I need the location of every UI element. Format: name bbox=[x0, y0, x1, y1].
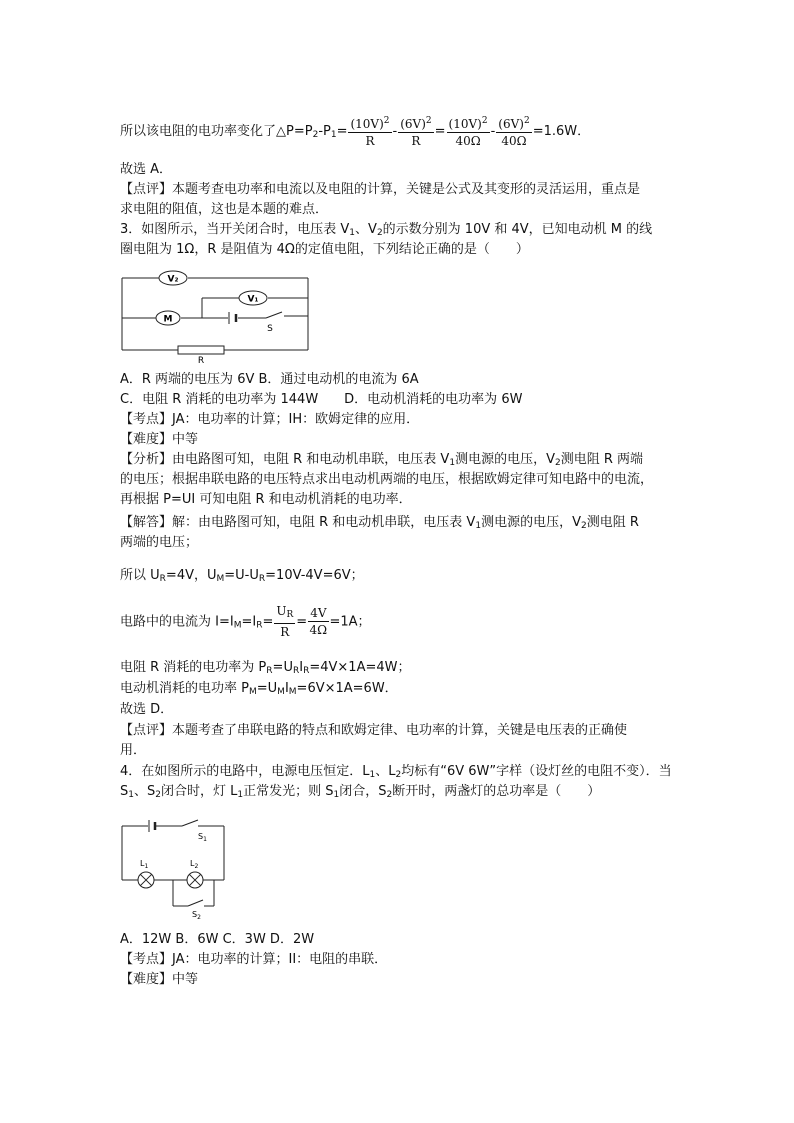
question-3-line-1: 3．如图所示，当开关闭合时，电压表 $V_1$、$V_2$的示数分别为 10V 和 4V，已知电动机 M 的线 bbox=[120, 222, 653, 238]
motor-m-label: M bbox=[163, 314, 173, 325]
voltmeter-v2-label: V₂ bbox=[167, 274, 179, 285]
switch-s2 bbox=[188, 900, 203, 906]
resistor-r-label: R bbox=[197, 356, 205, 364]
q3-options-ab: A．R 两端的电压为 6V B．通过电动机的电流为 6A bbox=[120, 372, 419, 387]
q3-analysis-line-3: 再根据 P=UI 可知电阻 R 和电动机消耗的电功率． bbox=[120, 492, 412, 507]
switch-s bbox=[266, 312, 282, 318]
q3-comment-line-2: 用． bbox=[120, 743, 147, 758]
power-change-equation: 所以该电阻的电功率变化了$\triangle P=P_2-P_1=$ $\frac{(10V)^2}{R}$ - $\frac{(6V)^2}{R}$ = $\frac{(10V)^2}{40\Omega}$ - $\frac{(6V)^2}{40\Omega}$ =1.6W． bbox=[120, 116, 591, 148]
fraction-ur-over-r: $\frac{U_R}{R}$ bbox=[276, 604, 294, 639]
q3-analysis-line-1: 【分析】由电路图可知，电阻 R 和电动机串联，电压表 $V_1$测电源的电压，$V_2$测电阻 R 两端 bbox=[120, 452, 644, 468]
switch-s1 bbox=[182, 820, 198, 826]
resistor-r bbox=[178, 346, 224, 354]
lamp-l2-label: $L_2$ bbox=[190, 859, 199, 870]
lamp-l1 bbox=[138, 872, 154, 888]
choose-a: 故选 A． bbox=[120, 162, 173, 177]
question-4-line-1: 4．在如图所示的电路中，电源电压恒定．$L_1$、$L_2$均标有“6V 6W”字样（设灯丝的电阻不变）．当 bbox=[120, 764, 672, 780]
q3-analysis-line-2: 的电压；根据串联电路的电压特点求出电动机两端的电压，根据欧姆定律可知电路中的电流， bbox=[120, 472, 654, 487]
q3-voltage-calc: 所以 $U_R=4V$，$U_M=U-U_R=10V-4V=6V$； bbox=[120, 568, 364, 584]
q3-current-calc: 电路中的电流为 $I=I_M=I_R=$ $\frac{U_R}{R}$ = $\frac{4V}{4\Omega}$ =1A； bbox=[120, 604, 371, 639]
battery-symbol bbox=[149, 820, 155, 832]
circuit-diagram-q3 bbox=[118, 268, 318, 364]
q3-solution-line-1: 【解答】解：由电路图可知，电阻 R 和电动机串联，电压表 $V_1$测电源的电压，$V_2$测电阻 R bbox=[120, 515, 639, 531]
switch-s2-label: $S_2$ bbox=[192, 910, 201, 920]
fraction-4v-over-4ohm: $\frac{4V}{4\Omega}$ bbox=[309, 606, 328, 637]
q3-choose-d: 故选 D． bbox=[120, 702, 174, 717]
fraction-4: $\frac{(6V)^2}{40\Omega}$ bbox=[498, 116, 530, 148]
q3-power-motor: 电动机消耗的电功率 $P_M=U_MI_M=6V\times 1A=6W$． bbox=[120, 681, 398, 697]
voltmeter-v1-label: V₁ bbox=[247, 294, 259, 305]
fraction-1: $\frac{(10V)^2}{R}$ bbox=[350, 116, 390, 148]
switch-s1-label: $S_1$ bbox=[198, 832, 207, 843]
q3-solution-line-2: 两端的电压； bbox=[120, 535, 199, 550]
q3-difficulty: 【难度】中等 bbox=[120, 432, 199, 447]
comment-1-line-2: 求电阻的阻值，这也是本题的难点． bbox=[120, 202, 329, 217]
battery-symbol bbox=[229, 312, 236, 324]
fraction-2: $\frac{(6V)^2}{R}$ bbox=[400, 116, 432, 148]
q4-difficulty: 【难度】中等 bbox=[120, 972, 199, 987]
lamp-l1-label: $L_1$ bbox=[140, 859, 149, 870]
q4-options: A．12W B．6W C．3W D．2W bbox=[120, 932, 315, 947]
circuit-diagram-q4 bbox=[118, 812, 230, 920]
switch-s-label: S bbox=[267, 324, 273, 334]
q4-key-points: 【考点】JA：电功率的计算；II：电阻的串联． bbox=[120, 952, 388, 967]
lamp-l2 bbox=[187, 872, 203, 888]
comment-1-line-1: 【点评】本题考查电功率和电流以及电阻的计算，关键是公式及其变形的灵活运用，重点是 bbox=[120, 182, 641, 197]
question-3-line-2: 圈电阻为 1Ω，R 是阻值为 4Ω的定值电阻，下列结论正确的是（ ） bbox=[120, 242, 529, 257]
q3-options-cd: C．电阻 R 消耗的电功率为 144W D．电动机消耗的电功率为 6W bbox=[120, 392, 523, 407]
q3-key-points: 【考点】JA：电功率的计算；IH：欧姆定律的应用． bbox=[120, 412, 420, 427]
q3-comment-line-1: 【点评】本题考查了串联电路的特点和欧姆定律、电功率的计算，关键是电压表的正确使 bbox=[120, 723, 628, 738]
question-4-line-2: $S_1$、$S_2$闭合时，灯 $L_1$正常发光；则 $S_1$闭合，$S_2$断开时，两盏灯的总功率是（ ） bbox=[120, 784, 601, 800]
q3-power-r: 电阻 R 消耗的电功率为 $P_R=U_RI_R=4V\times 1A=4W$； bbox=[120, 660, 411, 676]
fraction-3: $\frac{(10V)^2}{40\Omega}$ bbox=[448, 116, 488, 148]
